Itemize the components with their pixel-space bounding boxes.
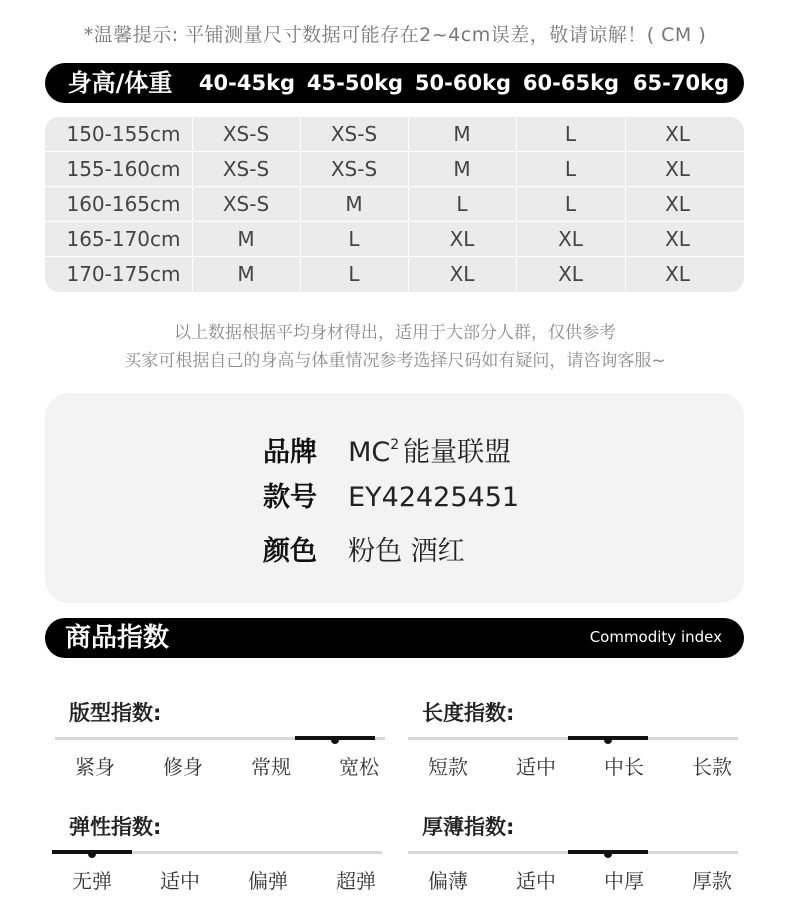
size-cell: XL: [558, 227, 583, 251]
size-cell: L: [564, 192, 577, 216]
color-value: 粉色 酒红: [348, 536, 465, 567]
size-cell: XS-S: [222, 157, 270, 181]
thickness-option: 厚款: [692, 869, 732, 893]
size-cell: M: [237, 262, 255, 286]
style-value: EY42425451: [348, 482, 520, 513]
brand-value: [348, 425, 511, 473]
style-label: 款号: [263, 482, 317, 513]
header-height-weight: 身高/体重: [67, 69, 173, 97]
table-row: [45, 257, 744, 292]
table-row: [45, 152, 744, 187]
size-cell: M: [237, 227, 255, 251]
header-weight-45-50: 45-50kg: [306, 71, 404, 95]
size-cell: XS-S: [222, 192, 270, 216]
length-option: 长款: [692, 755, 732, 779]
size-cell: XL: [449, 227, 475, 251]
size-cell: XL: [449, 262, 475, 286]
height-cell: 160-165cm: [66, 192, 181, 216]
fit-index-title: 版型指数:: [69, 701, 162, 725]
size-chart-header: [45, 63, 744, 103]
brand-label: 品牌: [263, 437, 317, 468]
size-cell: XL: [665, 157, 690, 181]
height-cell: 165-170cm: [66, 227, 181, 251]
elasticity-option: 无弹: [72, 869, 112, 893]
size-cell: XS-S: [330, 122, 378, 146]
thickness-index: [408, 811, 738, 911]
explain-line-2: 买家可根据自己的身高与体重情况参考选择尺码如有疑问，请咨询客服~: [124, 351, 666, 371]
height-cell: 155-160cm: [66, 157, 181, 181]
size-cell: L: [564, 122, 577, 146]
commodity-index-title: 商品指数: [65, 623, 170, 653]
size-cell: M: [453, 122, 471, 146]
table-row: [45, 187, 744, 222]
length-index-title: 长度指数:: [422, 701, 515, 725]
color-row: [263, 532, 465, 572]
size-cell: M: [345, 192, 363, 216]
size-cell: L: [564, 157, 577, 181]
fit-index: [55, 697, 385, 797]
brand-row: [263, 425, 512, 468]
size-cell: XL: [665, 262, 690, 286]
size-cell: XL: [665, 192, 690, 216]
elasticity-index-title: 弹性指数:: [69, 815, 162, 839]
header-weight-65-70: 65-70kg: [632, 71, 730, 95]
thickness-option: 适中: [516, 869, 556, 893]
thickness-index-marker: [604, 850, 612, 858]
elasticity-option: 超弹: [336, 869, 376, 893]
fit-index-marker: [331, 736, 339, 744]
brand-name-rest: 能量联盟: [403, 437, 512, 468]
brand-superscript: 2: [390, 437, 400, 453]
product-info-card: [45, 393, 744, 603]
length-index: [408, 697, 738, 797]
size-cell: XL: [665, 227, 690, 251]
length-index-marker: [604, 736, 612, 744]
length-option: 短款: [428, 755, 468, 779]
size-cell: L: [348, 227, 360, 251]
thickness-index-title: 厚薄指数:: [422, 815, 515, 839]
commodity-index-header: [45, 618, 744, 658]
elasticity-index-marker: [88, 850, 96, 858]
commodity-index-subtitle: Commodity index: [589, 628, 722, 646]
fit-option: 常规: [251, 755, 291, 779]
brand-name: MC: [348, 437, 391, 468]
height-cell: 170-175cm: [66, 262, 181, 286]
explain-line-1: 以上数据根据平均身材得出，适用于大部分人群，仅供参考: [174, 323, 616, 343]
elasticity-option: 偏弹: [248, 869, 288, 893]
size-cell: XL: [558, 262, 583, 286]
length-option: 中长: [604, 755, 644, 779]
color-label: 颜色: [263, 536, 317, 567]
height-cell: 150-155cm: [66, 122, 181, 146]
elasticity-option: 适中: [160, 869, 200, 893]
size-cell: L: [348, 262, 360, 286]
fit-option: 修身: [163, 755, 203, 779]
table-row: [45, 117, 744, 152]
elasticity-index: [52, 811, 382, 911]
size-cell: L: [456, 192, 468, 216]
size-cell: XS-S: [330, 157, 378, 181]
style-row: [263, 478, 519, 518]
size-cell: M: [453, 157, 471, 181]
measurement-note: *温馨提示: 平铺测量尺寸数据可能存在2~4cm误差，敬请谅解！( CM ): [83, 24, 707, 46]
header-weight-40-45: 40-45kg: [198, 71, 296, 95]
header-weight-60-65: 60-65kg: [522, 71, 620, 95]
fit-option: 宽松: [339, 755, 379, 779]
size-cell: XS-S: [222, 122, 270, 146]
length-option: 适中: [516, 755, 556, 779]
size-cell: XL: [665, 122, 690, 146]
size-chart-table: [45, 117, 744, 292]
table-row: [45, 222, 744, 257]
fit-option: 紧身: [75, 755, 115, 779]
thickness-option: 中厚: [604, 869, 644, 893]
thickness-option: 偏薄: [428, 869, 468, 893]
header-weight-50-60: 50-60kg: [414, 71, 512, 95]
